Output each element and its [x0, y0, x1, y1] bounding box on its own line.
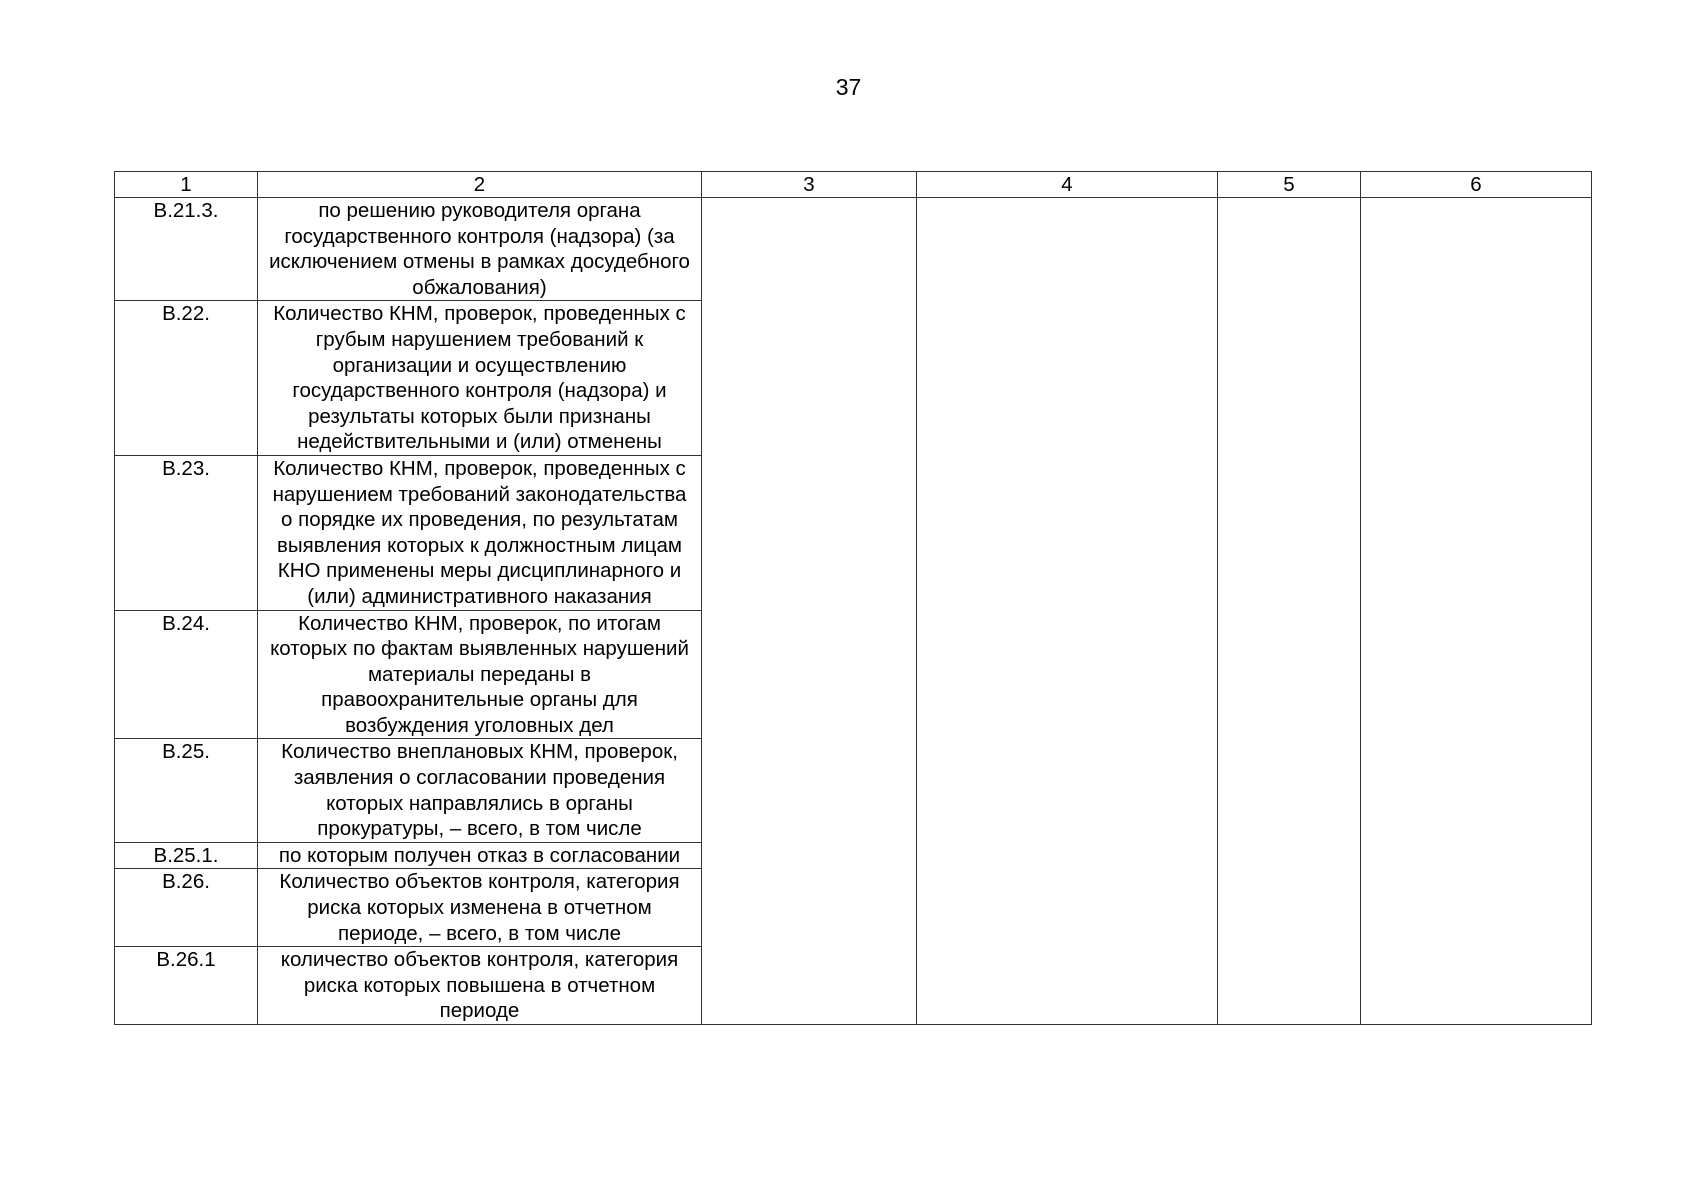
cell-col-5 [1218, 842, 1361, 869]
row-code: В.25.1. [115, 842, 258, 869]
cell-col-3 [702, 947, 917, 1025]
cell-col-6 [1361, 198, 1592, 301]
row-description: Количество объектов контроля, категория риска которых изменена в отчетном периоде, – всего, в том числе [258, 869, 702, 947]
cell-col-6 [1361, 869, 1592, 947]
table-row [115, 869, 1592, 947]
cell-col-5 [1218, 301, 1361, 456]
page-number: 37 [835, 74, 862, 100]
row-code: В.26.1 [115, 947, 258, 1025]
table-row [115, 947, 1592, 1025]
cell-col-3 [702, 301, 917, 456]
row-code: В.21.3. [115, 198, 258, 301]
column-header-1: 1 [115, 172, 258, 198]
cell-col-4 [917, 455, 1218, 610]
cell-col-5 [1218, 739, 1361, 842]
column-header-5: 5 [1218, 172, 1361, 198]
row-code: В.22. [115, 301, 258, 456]
cell-col-6 [1361, 610, 1592, 739]
cell-col-5 [1218, 610, 1361, 739]
table-row [115, 301, 1592, 456]
cell-col-6 [1361, 301, 1592, 456]
cell-col-3 [702, 842, 917, 869]
cell-col-3 [702, 610, 917, 739]
row-description: количество объектов контроля, категория риска которых повышена в отчетном периоде [258, 947, 702, 1025]
cell-col-3 [702, 739, 917, 842]
cell-col-6 [1361, 739, 1592, 842]
cell-col-5 [1218, 455, 1361, 610]
row-description: по решению руководителя органа государственного контроля (надзора) (за исключением отмены в рамках досудебного обжалования) [258, 198, 702, 301]
column-header-2: 2 [258, 172, 702, 198]
column-header-3: 3 [702, 172, 917, 198]
cell-col-5 [1218, 947, 1361, 1025]
report-table [114, 171, 1592, 1025]
cell-col-4 [917, 869, 1218, 947]
cell-col-6 [1361, 455, 1592, 610]
cell-col-3 [702, 455, 917, 610]
cell-col-5 [1218, 869, 1361, 947]
cell-col-4 [917, 301, 1218, 456]
table-row [115, 198, 1592, 301]
cell-col-5 [1218, 198, 1361, 301]
cell-col-4 [917, 610, 1218, 739]
table-row [115, 842, 1592, 869]
column-header-4: 4 [917, 172, 1218, 198]
row-description: Количество КНМ, проверок, проведенных с нарушением требований законодательства о порядке их проведения, по результатам выявления которых к должностным лицам КНО применены меры дисциплинарного и (или) административного наказания [258, 455, 702, 610]
row-description: по которым получен отказ в согласовании [258, 842, 702, 869]
cell-col-3 [702, 869, 917, 947]
table-row [115, 455, 1592, 610]
table-row [115, 610, 1592, 739]
row-description: Количество КНМ, проверок, проведенных с грубым нарушением требований к организации и осуществлению государственного контроля (надзора) и результаты которых были признаны недействительными и (или) отменены [258, 301, 702, 456]
row-code: В.24. [115, 610, 258, 739]
column-header-6: 6 [1361, 172, 1592, 198]
cell-col-4 [917, 198, 1218, 301]
cell-col-4 [917, 842, 1218, 869]
cell-col-4 [917, 739, 1218, 842]
row-description: Количество КНМ, проверок, по итогам которых по фактам выявленных нарушений материалы переданы в правоохранительные органы для возбуждения уголовных дел [258, 610, 702, 739]
cell-col-6 [1361, 842, 1592, 869]
cell-col-4 [917, 947, 1218, 1025]
row-description: Количество внеплановых КНМ, проверок, заявления о согласовании проведения которых направлялись в органы прокуратуры, – всего, в том числе [258, 739, 702, 842]
column-number-row [115, 172, 1592, 198]
table-row [115, 739, 1592, 842]
cell-col-6 [1361, 947, 1592, 1025]
row-code: В.25. [115, 739, 258, 842]
row-code: В.23. [115, 455, 258, 610]
row-code: В.26. [115, 869, 258, 947]
cell-col-3 [702, 198, 917, 301]
